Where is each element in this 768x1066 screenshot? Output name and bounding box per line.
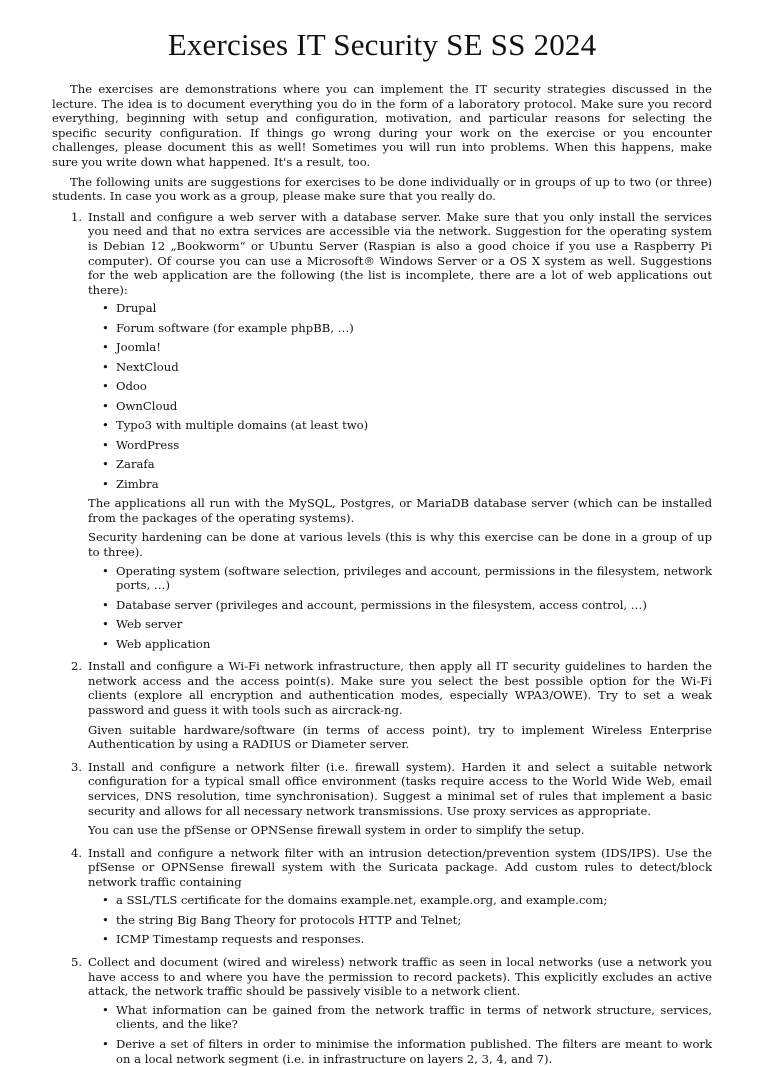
- exercise-text: Install and configure a network filter (i.e. firewall system). Harden it and select a suitable network configuration for a typical small office environment (tasks require access to the World Wide Web, email services, DNS resolution, time synchronisation). Suggest a minimal set of rules that implement a basic security and allows for all necessary network transmissions. Use proxy services as appropriate.: [88, 759, 712, 818]
- list-item: • Forum software (for example phpBB, …): [88, 321, 712, 336]
- exercise-text: Install and configure a Wi-Fi network infrastructure, then apply all IT security guidelines to harden the network access and the access point(s). Make sure you select the best possible option for the Wi-Fi clients (explore all encryption and authentication modes, especially WPA3/OWE). Try to set a weak password and guess it with tools such as aircrack-ng.: [88, 659, 712, 717]
- list-item: • NextCloud: [88, 360, 712, 375]
- list-item: • Zarafa: [88, 457, 712, 472]
- exercise-paragraph: Given suitable hardware/software (in terms of access point), try to implement Wireless Enterprise Authentication by using a RADIUS or Diameter server.: [88, 722, 712, 752]
- list-item: • Typo3 with multiple domains (at least two): [88, 418, 712, 433]
- list-item: • WordPress: [88, 438, 712, 453]
- exercise-item-5: [68, 955, 712, 1066]
- traffic-question-list: [88, 1003, 712, 1066]
- list-item: • What information can be gained from the network traffic in terms of network structure, services, clients, and the like?: [88, 1003, 712, 1032]
- exercise-text: Collect and document (wired and wireless) network traffic as seen in local networks (use a network you have access to and where you have the permission to record packets). This explicitly excludes an active attack, the network traffic should be passively visible to a network client.: [88, 955, 712, 999]
- list-item: • Odoo: [88, 379, 712, 394]
- exercise-text: Install and configure a web server with a database server. Make sure that you only install the services you need and that no extra services are accessible via the network. Suggestion for the operating system is Debian 12 „Bookworm“ or Ubuntu Server (Raspian is also a good choice if you use a Raspberry Pi computer). Of course you can use a Microsoft® Windows Server or a OS X system as well. Suggestions for the web application are the following (the list is incomplete, there are a lot of web applications out there):: [88, 209, 712, 297]
- document-title: Exercises IT Security SE SS 2024: [167, 27, 597, 62]
- exercise-item-4: [68, 846, 712, 947]
- exercise-text: Install and configure a network filter with an intrusion detection/prevention system (IDS/IPS). Use the pfSense or OPNSense firewall system with the Suricata package. Add custom rules to detect/block network traffic containing: [88, 845, 712, 889]
- exercise-paragraph: Security hardening can be done at various levels (this is why this exercise can be done in a group of up to three).: [88, 530, 712, 559]
- exercise-list: [52, 210, 712, 1066]
- exercise-number: 2.: [70, 659, 82, 674]
- intro-paragraph-2: The following units are suggestions for exercises to be done individually or in groups of up to two (or three) students. In case you work as a group, please make sure that you really do.: [52, 174, 712, 204]
- list-item: • OwnCloud: [88, 399, 712, 414]
- list-item: • Joomla!: [88, 340, 712, 355]
- list-item: • Drupal: [88, 301, 712, 316]
- ids-rule-list: [88, 893, 712, 947]
- list-item: • Web application: [88, 637, 712, 652]
- exercise-number: 3.: [70, 759, 82, 774]
- exercise-number: 4.: [70, 845, 82, 860]
- list-item: • Derive a set of filters in order to minimise the information published. The filters are meant to work on a local network segment (i.e. in infrastructure on layers 2, 3, 4, and 7).: [88, 1037, 712, 1066]
- exercise-paragraph: You can use the pfSense or OPNSense firewall system in order to simplify the setup.: [88, 823, 585, 838]
- exercise-item-2: [68, 659, 712, 752]
- exercise-number: 1.: [70, 209, 82, 224]
- list-item: • Database server (privileges and account, permissions in the filesystem, access control, …): [88, 598, 712, 613]
- intro-paragraph-1: The exercises are demonstrations where you can implement the IT security strategies discussed in the lecture. The idea is to document everything you do in the form of a laboratory protocol. Make sure you record everything, beginning with setup and configuration, motivation, and particular reasons for selecting the specific security configuration. If things go wrong during your work on the exercise or you encounter challenges, please document this as well! Sometimes you will run into problems. When this happens, make sure you write down what happened. It's a result, too.: [52, 82, 712, 169]
- hardening-level-list: [88, 564, 712, 652]
- web-app-list: [88, 301, 712, 491]
- exercise-number: 5.: [70, 955, 82, 970]
- exercise-item-1: [68, 210, 712, 651]
- list-item: • ICMP Timestamp requests and responses.: [88, 932, 712, 947]
- exercise-paragraph: The applications all run with the MySQL, Postgres, or MariaDB database server (which can be installed from the packages of the operating systems).: [88, 496, 712, 525]
- list-item: • Zimbra: [88, 477, 712, 492]
- exercise-item-3: [68, 760, 712, 838]
- list-item: • Web server: [88, 617, 712, 632]
- list-item: • Operating system (software selection, privileges and account, permissions in the filesystem, network ports, …): [88, 564, 712, 593]
- list-item: • a SSL/TLS certificate for the domains example.net, example.org, and example.com;: [88, 893, 712, 908]
- list-item: • the string Big Bang Theory for protocols HTTP and Telnet;: [88, 913, 712, 928]
